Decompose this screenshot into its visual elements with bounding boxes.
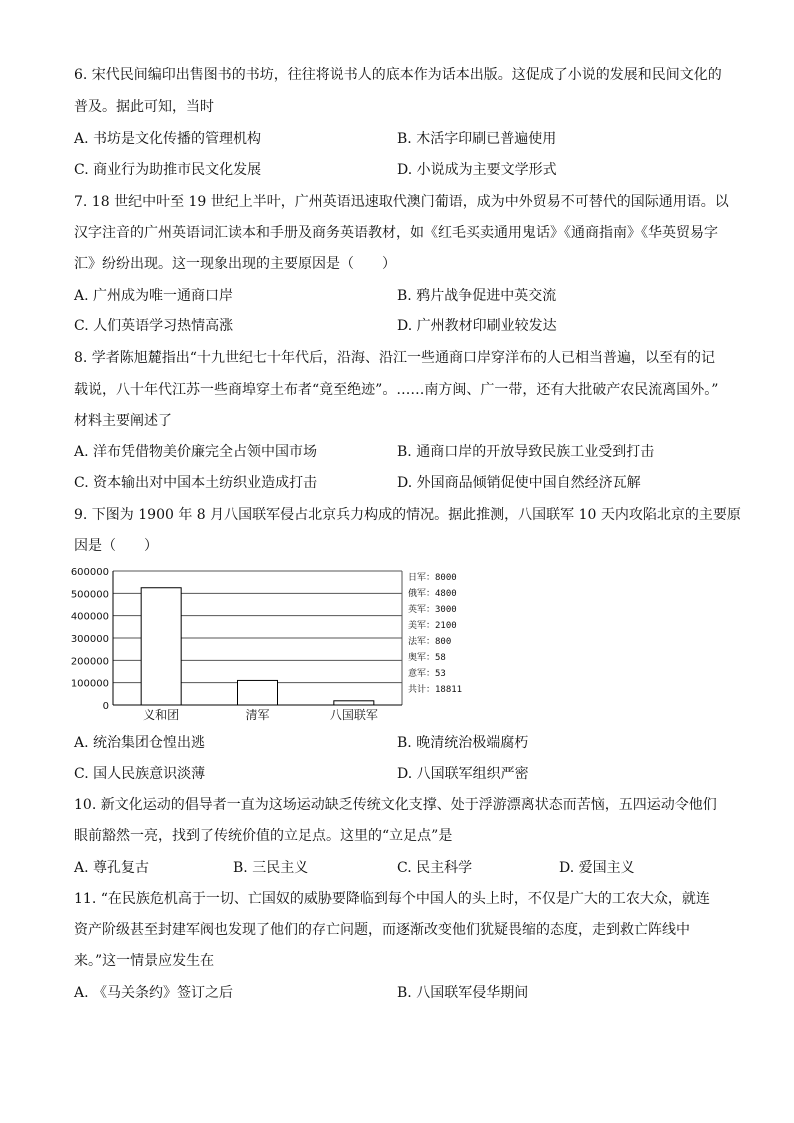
legend-line: 共计：18811 xyxy=(408,685,463,695)
q6-option-a[interactable]: A. 书坊是文化传播的管理机构 xyxy=(74,131,262,147)
q8-option-b[interactable]: B. 通商口岸的开放导致民族工业受到打击 xyxy=(397,444,655,460)
legend-line: 奥军：58 xyxy=(408,653,446,663)
q7-option-b[interactable]: B. 鸦片战争促进中英交流 xyxy=(397,288,557,304)
q11-option-a[interactable]: A. 《马关条约》签订之后 xyxy=(74,985,234,1001)
q11-stem-line-2: 资产阶级甚至封建军阀也发现了他们的存亡问题，而逐渐改变他们犹疑畏缩的态度，走到救亡阵线中 xyxy=(74,922,690,938)
chart-legend-text xyxy=(408,572,462,695)
q9-stem-line-2: 因是（ ） xyxy=(74,538,158,554)
legend-line: 英军：3000 xyxy=(408,605,457,615)
q10-option-d[interactable]: D. 爱国主义 xyxy=(559,860,635,876)
q10-option-c[interactable]: C. 民主科学 xyxy=(397,860,473,876)
q6-option-c[interactable]: C. 商业行为助推市民文化发展 xyxy=(74,162,262,178)
q7-stem-line-3: 汇》纷纷出现。这一现象出现的主要原因是（ ） xyxy=(74,256,396,272)
q9-option-a[interactable]: A. 统治集团仓惶出逃 xyxy=(74,735,206,751)
q9-stem-line-1: 9. 下图为 1900 年 8 月八国联军侵占北京兵力构成的情况。据此推测，八国联军 10 天内攻陷北京的主要原 xyxy=(74,507,741,523)
y-tick-label: 400000 xyxy=(70,611,109,623)
q6-option-b[interactable]: B. 木活字印刷已普遍使用 xyxy=(397,131,557,147)
q7-option-d[interactable]: D. 广州教材印刷业较发达 xyxy=(397,318,557,334)
q10-option-b[interactable]: B. 三民主义 xyxy=(233,860,309,876)
q7-stem-line-2: 汉字注音的广州英语词汇读本和手册及商务英语教材，如《红毛买卖通用鬼话》《通商指南》《华英贸易字 xyxy=(74,225,718,241)
bar-1 xyxy=(238,680,278,705)
q9-option-b[interactable]: B. 晚清统治极端腐朽 xyxy=(397,735,529,751)
y-tick-label: 100000 xyxy=(70,678,109,690)
q10-option-a[interactable]: A. 尊孔复古 xyxy=(74,860,150,876)
q7-option-a[interactable]: A. 广州成为唯一通商口岸 xyxy=(74,288,234,304)
q8-option-c[interactable]: C. 资本输出对中国本土纺织业造成打击 xyxy=(74,475,318,491)
q9-option-d[interactable]: D. 八国联军组织严密 xyxy=(397,766,529,782)
q6-stem-line-2: 普及。据此可知，当时 xyxy=(74,99,214,115)
legend-line: 美军：2100 xyxy=(408,621,457,631)
bar-2 xyxy=(334,701,374,705)
q11-option-b[interactable]: B. 八国联军侵华期间 xyxy=(397,985,529,1001)
category-label: 义和团 xyxy=(143,708,180,722)
q8-option-a[interactable]: A. 洋布凭借物美价廉完全占领中国市场 xyxy=(74,444,318,460)
troop-composition-bar-chart xyxy=(64,563,484,733)
legend-line: 日军：8000 xyxy=(408,573,457,583)
legend-line: 法军：800 xyxy=(408,637,452,647)
y-tick-label: 200000 xyxy=(70,656,109,668)
y-tick-label: 300000 xyxy=(70,634,109,645)
q6-stem-line-1: 6. 宋代民间编印出售图书的书坊，往往将说书人的底本作为话本出版。这促成了小说的发展和民间文化的 xyxy=(74,67,722,83)
y-tick-label: 0 xyxy=(102,701,109,712)
chart-y-ticks xyxy=(71,567,109,712)
bar-0 xyxy=(141,588,181,705)
legend-line: 俄军：4800 xyxy=(408,589,457,599)
q9-option-c[interactable]: C. 国人民族意识淡薄 xyxy=(74,766,206,782)
q6-option-d[interactable]: D. 小说成为主要文学形式 xyxy=(397,162,557,178)
q11-stem-line-3: 来。”这一情景应发生在 xyxy=(74,953,215,969)
q7-option-c[interactable]: C. 人们英语学习热情高涨 xyxy=(74,318,234,334)
q8-option-d[interactable]: D. 外国商品倾销促使中国自然经济瓦解 xyxy=(397,475,641,491)
q8-stem-line-3: 材料主要阐述了 xyxy=(74,413,172,429)
y-tick-label: 500000 xyxy=(70,589,109,601)
legend-line: 意军：53 xyxy=(408,669,446,679)
q7-stem-line-1: 7. 18 世纪中叶至 19 世纪上半叶，广州英语迅速取代澳门葡语，成为中外贸易不可替代的国际通用语。以 xyxy=(74,194,729,210)
q10-stem-line-2: 眼前豁然一亮，找到了传统价值的立足点。这里的“立足点”是 xyxy=(74,828,453,844)
q11-stem-line-1: 11. “在民族危机高于一切、亡国奴的威胁要降临到每个中国人的头上时，不仅是广大的工农大众，就连 xyxy=(74,891,710,907)
q8-stem-line-1: 8. 学者陈旭麓指出“十九世纪七十年代后，沿海、沿江一些通商口岸穿洋布的人已相当普遍，以至有的记 xyxy=(74,350,715,366)
q8-stem-line-2: 载说，八十年代江苏一些商埠穿土布者“竟至绝迹”。……南方闽、广一带，还有大批破产农民流离国外。” xyxy=(74,382,719,398)
chart-category-labels xyxy=(143,707,378,722)
category-label: 八国联军 xyxy=(329,708,378,722)
category-label: 清军 xyxy=(245,708,270,722)
y-tick-label: 600000 xyxy=(70,567,109,578)
chart-bars xyxy=(141,588,374,705)
q10-stem-line-1: 10. 新文化运动的倡导者一直为这场运动缺乏传统文化支撑、处于浮游漂离状态而苦恼，五四运动令他们 xyxy=(74,797,717,813)
